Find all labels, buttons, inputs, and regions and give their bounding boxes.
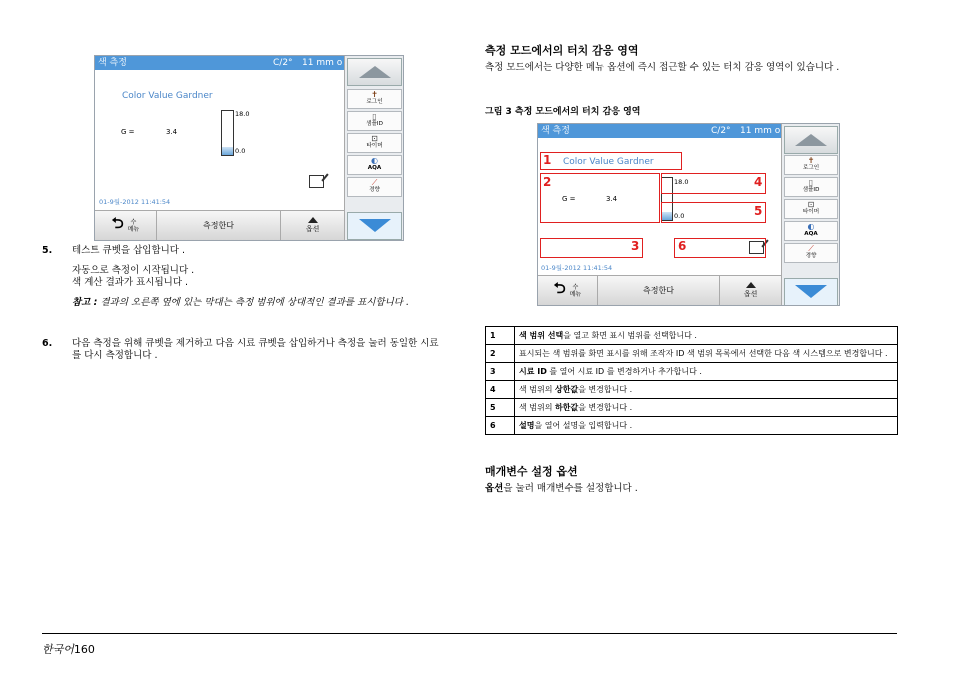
legend-text: 설명을 열어 설명을 입력합니다 . <box>515 417 898 435</box>
legend-row <box>486 381 898 399</box>
step-6-text: 다음 측정을 위해 큐벳을 제거하고 다음 시료 큐벳을 삽입하거나 측정을 눌러 동일한 시료를 다시 측정합니다 . <box>72 338 439 361</box>
step-5-text: 테스트 큐벳을 삽입합니다 . <box>72 245 186 256</box>
figure-range-upper[interactable]: 18.0 <box>674 178 689 186</box>
result-value: 3.4 <box>166 128 178 136</box>
return-menu-button[interactable] <box>95 211 157 240</box>
figure-range-lower[interactable]: 0.0 <box>674 212 685 220</box>
callout-number-2: 2 <box>543 175 552 189</box>
figure-result-value: 3.4 <box>606 195 618 203</box>
screen-title: 색 측정 <box>98 58 127 68</box>
param-text <box>485 483 885 495</box>
range-lower[interactable]: 0.0 <box>235 147 246 155</box>
figure-scroll-down-button[interactable] <box>784 278 838 306</box>
callout-number-4: 4 <box>754 175 763 189</box>
figure-result-label: G = <box>562 195 576 203</box>
legend-row <box>486 399 898 417</box>
legend-number: 4 <box>486 381 515 399</box>
figure-options-button[interactable] <box>720 276 781 305</box>
legend-row <box>486 417 898 435</box>
figure-measure-button[interactable] <box>598 276 721 305</box>
figure-parameter-name[interactable]: Color Value Gardner <box>563 157 654 167</box>
callout-number-3: 3 <box>631 239 640 253</box>
figure-bottom-bar <box>538 275 781 305</box>
figure-aqa-label: AQA <box>804 231 818 237</box>
sample-id-icon: ▯ <box>372 112 377 121</box>
callout-box-4 <box>661 173 766 194</box>
scroll-up-button[interactable] <box>347 58 402 86</box>
range-bar-fill <box>222 147 233 155</box>
legend-row <box>486 345 898 363</box>
timer-button[interactable] <box>347 133 402 153</box>
legend-number: 6 <box>486 417 515 435</box>
step-5-number: 5. <box>42 245 53 256</box>
footer-divider <box>42 633 897 634</box>
screen-cell: 11 mm o <box>302 58 343 68</box>
figure-return-menu-button[interactable] <box>538 276 598 305</box>
figure-sample-id-button[interactable] <box>784 177 838 197</box>
legend-number: 5 <box>486 399 515 417</box>
figure-aqa-icon: ◐ <box>807 222 815 231</box>
login-label: 로그인 <box>366 99 383 105</box>
legend-text: 색 범위 선택을 열고 화면 표시 범위를 선택합니다 . <box>515 327 898 345</box>
screen-bottom-bar <box>95 210 344 240</box>
login-button[interactable] <box>347 89 402 109</box>
return-arrow-icon: ⮌ <box>111 214 124 232</box>
legend-table <box>485 326 898 435</box>
figure-login-icon: ✝ <box>807 156 815 165</box>
figure-caption: 그림 3 측정 모드에서의 터치 감응 영역 <box>485 107 641 117</box>
callout-box-6 <box>674 238 766 258</box>
footer-page-number: 160 <box>73 643 95 656</box>
figure-timer-icon: ⊡ <box>807 200 815 209</box>
figure-screen-cell: 11 mm o <box>740 126 781 136</box>
legend-row <box>486 363 898 381</box>
figure-login-button[interactable] <box>784 155 838 175</box>
step-5-note <box>72 297 467 309</box>
section-heading: 측정 모드에서의 터치 감응 영역 <box>485 44 639 57</box>
screen-datetime: 01-9월-2012 11:41:54 <box>99 198 171 206</box>
figure-screen-mode: C/2° <box>711 126 731 136</box>
sample-id-label: 샘플ID <box>366 121 383 127</box>
figure-aqa-button[interactable] <box>784 221 838 241</box>
figure-history-icon: ⟋ <box>808 244 814 253</box>
section-intro: 측정 모드에서는 다양한 메뉴 옵션에 즉시 접근할 수 있는 터치 감응 영역이 있습니다 . <box>485 62 840 73</box>
step-5-sub1: 자동으로 측정이 시작됩니다 . <box>72 265 195 276</box>
figure-datetime: 01-9월-2012 11:41:54 <box>541 264 613 272</box>
figure-return-menu-label: 수 메뉴 <box>569 283 582 298</box>
callout-number-1: 1 <box>543 153 552 167</box>
screen-title-bar <box>95 56 344 70</box>
figure-screen-title: 색 측정 <box>541 126 570 136</box>
figure-scroll-up-button[interactable] <box>784 126 838 154</box>
range-upper[interactable]: 18.0 <box>235 110 250 118</box>
history-label: 경향 <box>369 187 380 193</box>
history-icon: ⟋ <box>371 178 378 187</box>
figure-sample-id-icon: ▯ <box>808 178 814 187</box>
scroll-down-button[interactable] <box>347 212 402 240</box>
callout-box-2 <box>540 173 660 223</box>
legend-number: 3 <box>486 363 515 381</box>
legend-text: 색 범위의 상한값을 변경합니다 . <box>515 381 898 399</box>
figure-measure-label: 측정한다 <box>643 286 674 295</box>
figure-return-arrow-icon: ⮌ <box>553 279 566 297</box>
figure-timer-label: 타이머 <box>802 209 820 215</box>
param-text-bold: 옵션 <box>485 483 504 494</box>
callout-number-5: 5 <box>754 204 763 218</box>
legend-number: 1 <box>486 327 515 345</box>
legend-text: 표시되는 색 범위를 화면 표시를 위해 조작자 ID 색 범위 목록에서 선택한 다음 색 시스템으로 변경합니다 . <box>515 345 898 363</box>
figure-title-bar <box>538 124 781 138</box>
param-heading: 매개변수 설정 옵션 <box>485 465 578 478</box>
options-button[interactable] <box>281 211 344 240</box>
figure-side-panel <box>781 124 840 305</box>
figure-sample-id-label: 샘플ID <box>802 187 820 193</box>
screen-side-panel <box>344 56 404 240</box>
aqa-icon: ◐ <box>371 156 378 165</box>
sample-id-button[interactable] <box>347 111 402 131</box>
figure-options-label: 옵션 <box>743 290 758 298</box>
timer-icon: ⊡ <box>371 134 378 143</box>
note-label: 참고 : <box>72 297 98 308</box>
note-edit-icon[interactable] <box>309 175 324 188</box>
callout-box-3 <box>540 238 643 258</box>
device-screen-left <box>94 55 404 241</box>
measure-label: 측정한다 <box>203 221 234 230</box>
legend-number: 2 <box>486 345 515 363</box>
options-label: 옵션 <box>305 225 320 233</box>
callout-box-5 <box>661 202 766 223</box>
callout-number-6: 6 <box>678 239 687 253</box>
param-text-rest: 을 눌러 매개변수를 설정합니다 . <box>503 483 638 494</box>
screen-mode: C/2° <box>273 58 293 68</box>
return-menu-label: 수 메뉴 <box>127 218 140 233</box>
figure-timer-button[interactable] <box>784 199 838 219</box>
footer-language: 한국어 <box>42 643 74 656</box>
aqa-label: AQA <box>367 165 382 171</box>
figure-history-label: 경향 <box>805 253 817 259</box>
aqa-button[interactable] <box>347 155 402 175</box>
history-button[interactable] <box>347 177 402 197</box>
callout-box-1 <box>540 152 682 170</box>
legend-text: 시료 ID 를 열어 시료 ID 를 변경하거나 추가합니다 . <box>515 363 898 381</box>
legend-row <box>486 327 898 345</box>
options-up-icon <box>308 217 318 223</box>
figure-options-up-icon <box>746 282 756 288</box>
login-icon: ✝ <box>371 90 378 99</box>
figure-history-button[interactable] <box>784 243 838 263</box>
device-screen-figure <box>537 123 840 306</box>
parameter-name[interactable]: Color Value Gardner <box>122 91 213 101</box>
step-5-sub2: 색 계산 결과가 표시됩니다 . <box>72 277 189 288</box>
range-bar <box>221 110 234 156</box>
legend-text: 색 범위의 하한값을 변경합니다 . <box>515 399 898 417</box>
step-6-number: 6. <box>42 338 53 349</box>
timer-label: 타이머 <box>366 143 383 149</box>
measure-button[interactable] <box>157 211 282 240</box>
page-footer <box>42 641 95 657</box>
note-text: 결과의 오른쪽 옆에 있는 막대는 측정 범위에 상대적인 결과를 표시합니다 . <box>100 297 410 308</box>
figure-login-label: 로그인 <box>802 165 820 171</box>
result-label: G = <box>121 128 135 136</box>
